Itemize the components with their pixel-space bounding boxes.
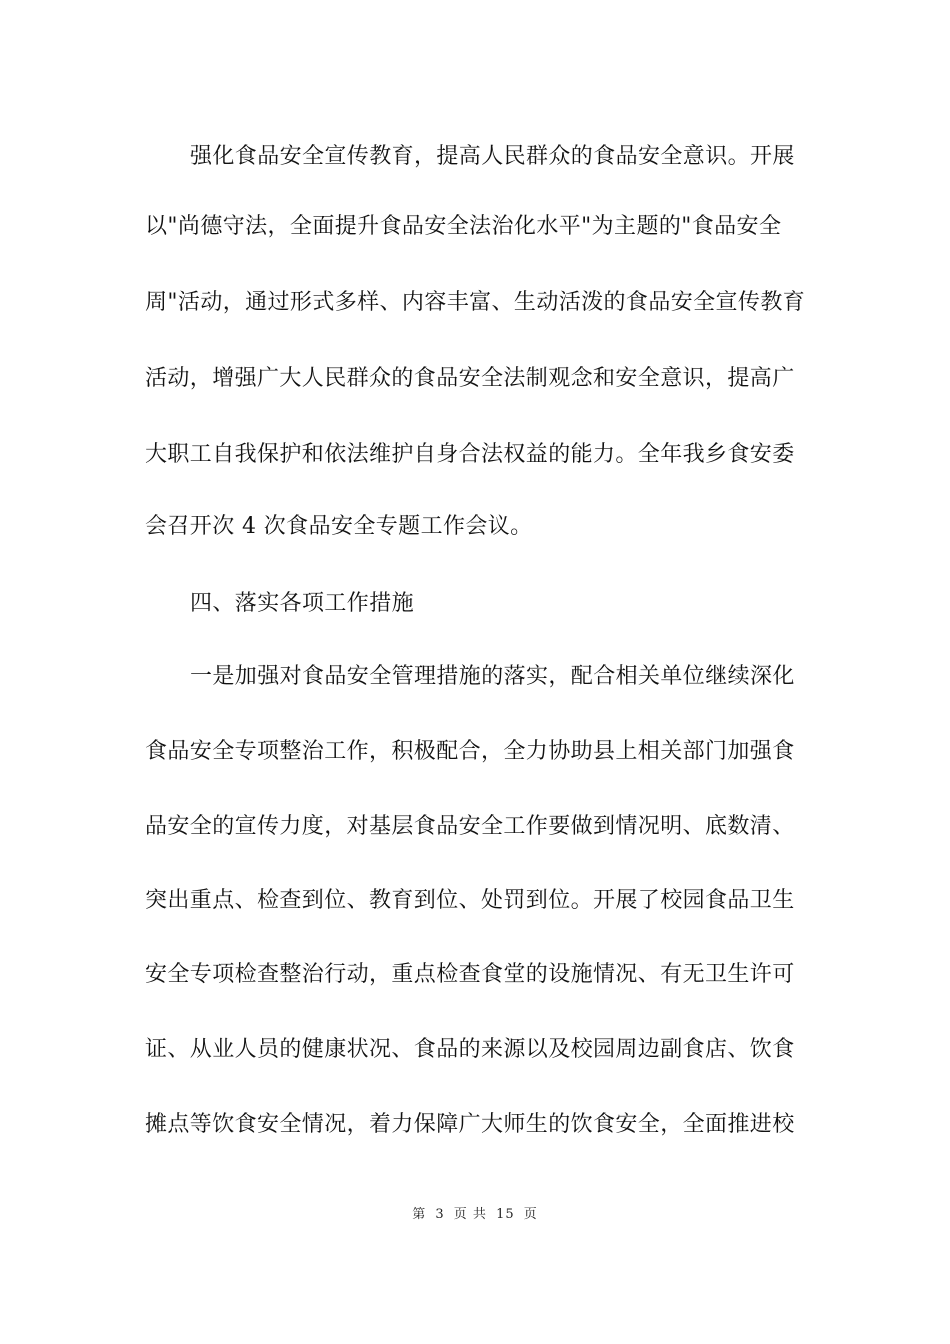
paragraph-line: 周"活动，通过形式多样、内容丰富、生动活泼的食品安全宣传教育 [145, 290, 806, 315]
footer-prefix: 第 [412, 1207, 427, 1222]
paragraph-line: 摊点等饮食安全情况，着力保障广大师生的饮食安全，全面推进校 [145, 1112, 795, 1137]
paragraph-line: 强化食品安全宣传教育，提高人民群众的食品安全意识。开展 [190, 144, 795, 169]
paragraph-line: 以"尚德守法，全面提升食品安全法治化水平"为主题的"食品安全 [145, 214, 782, 239]
paragraph-line: 安全专项检查整治行动，重点检查食堂的设施情况、有无卫生许可 [145, 962, 795, 987]
paragraph-line: 证、从业人员的健康状况、食品的来源以及校园周边副食店、饮食 [145, 1037, 795, 1062]
paragraph-line: 突出重点、检查到位、教育到位、处罚到位。开展了校园食品卫生 [145, 888, 795, 913]
footer-suffix: 页 [523, 1207, 538, 1222]
paragraph-line: 品安全的宣传力度，对基层食品安全工作要做到情况明、底数清、 [145, 814, 795, 839]
paragraph-line: 大职工自我保护和依法维护自身合法权益的能力。全年我乡食安委 [145, 442, 795, 467]
page-footer [0, 1206, 950, 1224]
paragraph-line: 一是加强对食品安全管理措施的落实，配合相关单位继续深化 [190, 664, 795, 689]
paragraph-line: 食品安全专项整治工作，积极配合，全力协助县上相关部门加强食 [145, 739, 795, 764]
footer-middle: 页 共 [453, 1207, 487, 1222]
paragraph-line: 会召开次 4 次食品安全专题工作会议。 [145, 514, 533, 539]
footer-current-page: 3 [435, 1207, 445, 1222]
footer-total-pages: 15 [496, 1207, 515, 1222]
section-heading: 四、落实各项工作措施 [190, 591, 415, 616]
paragraph-line: 活动，增强广大人民群众的食品安全法制观念和安全意识，提高广 [145, 366, 795, 391]
